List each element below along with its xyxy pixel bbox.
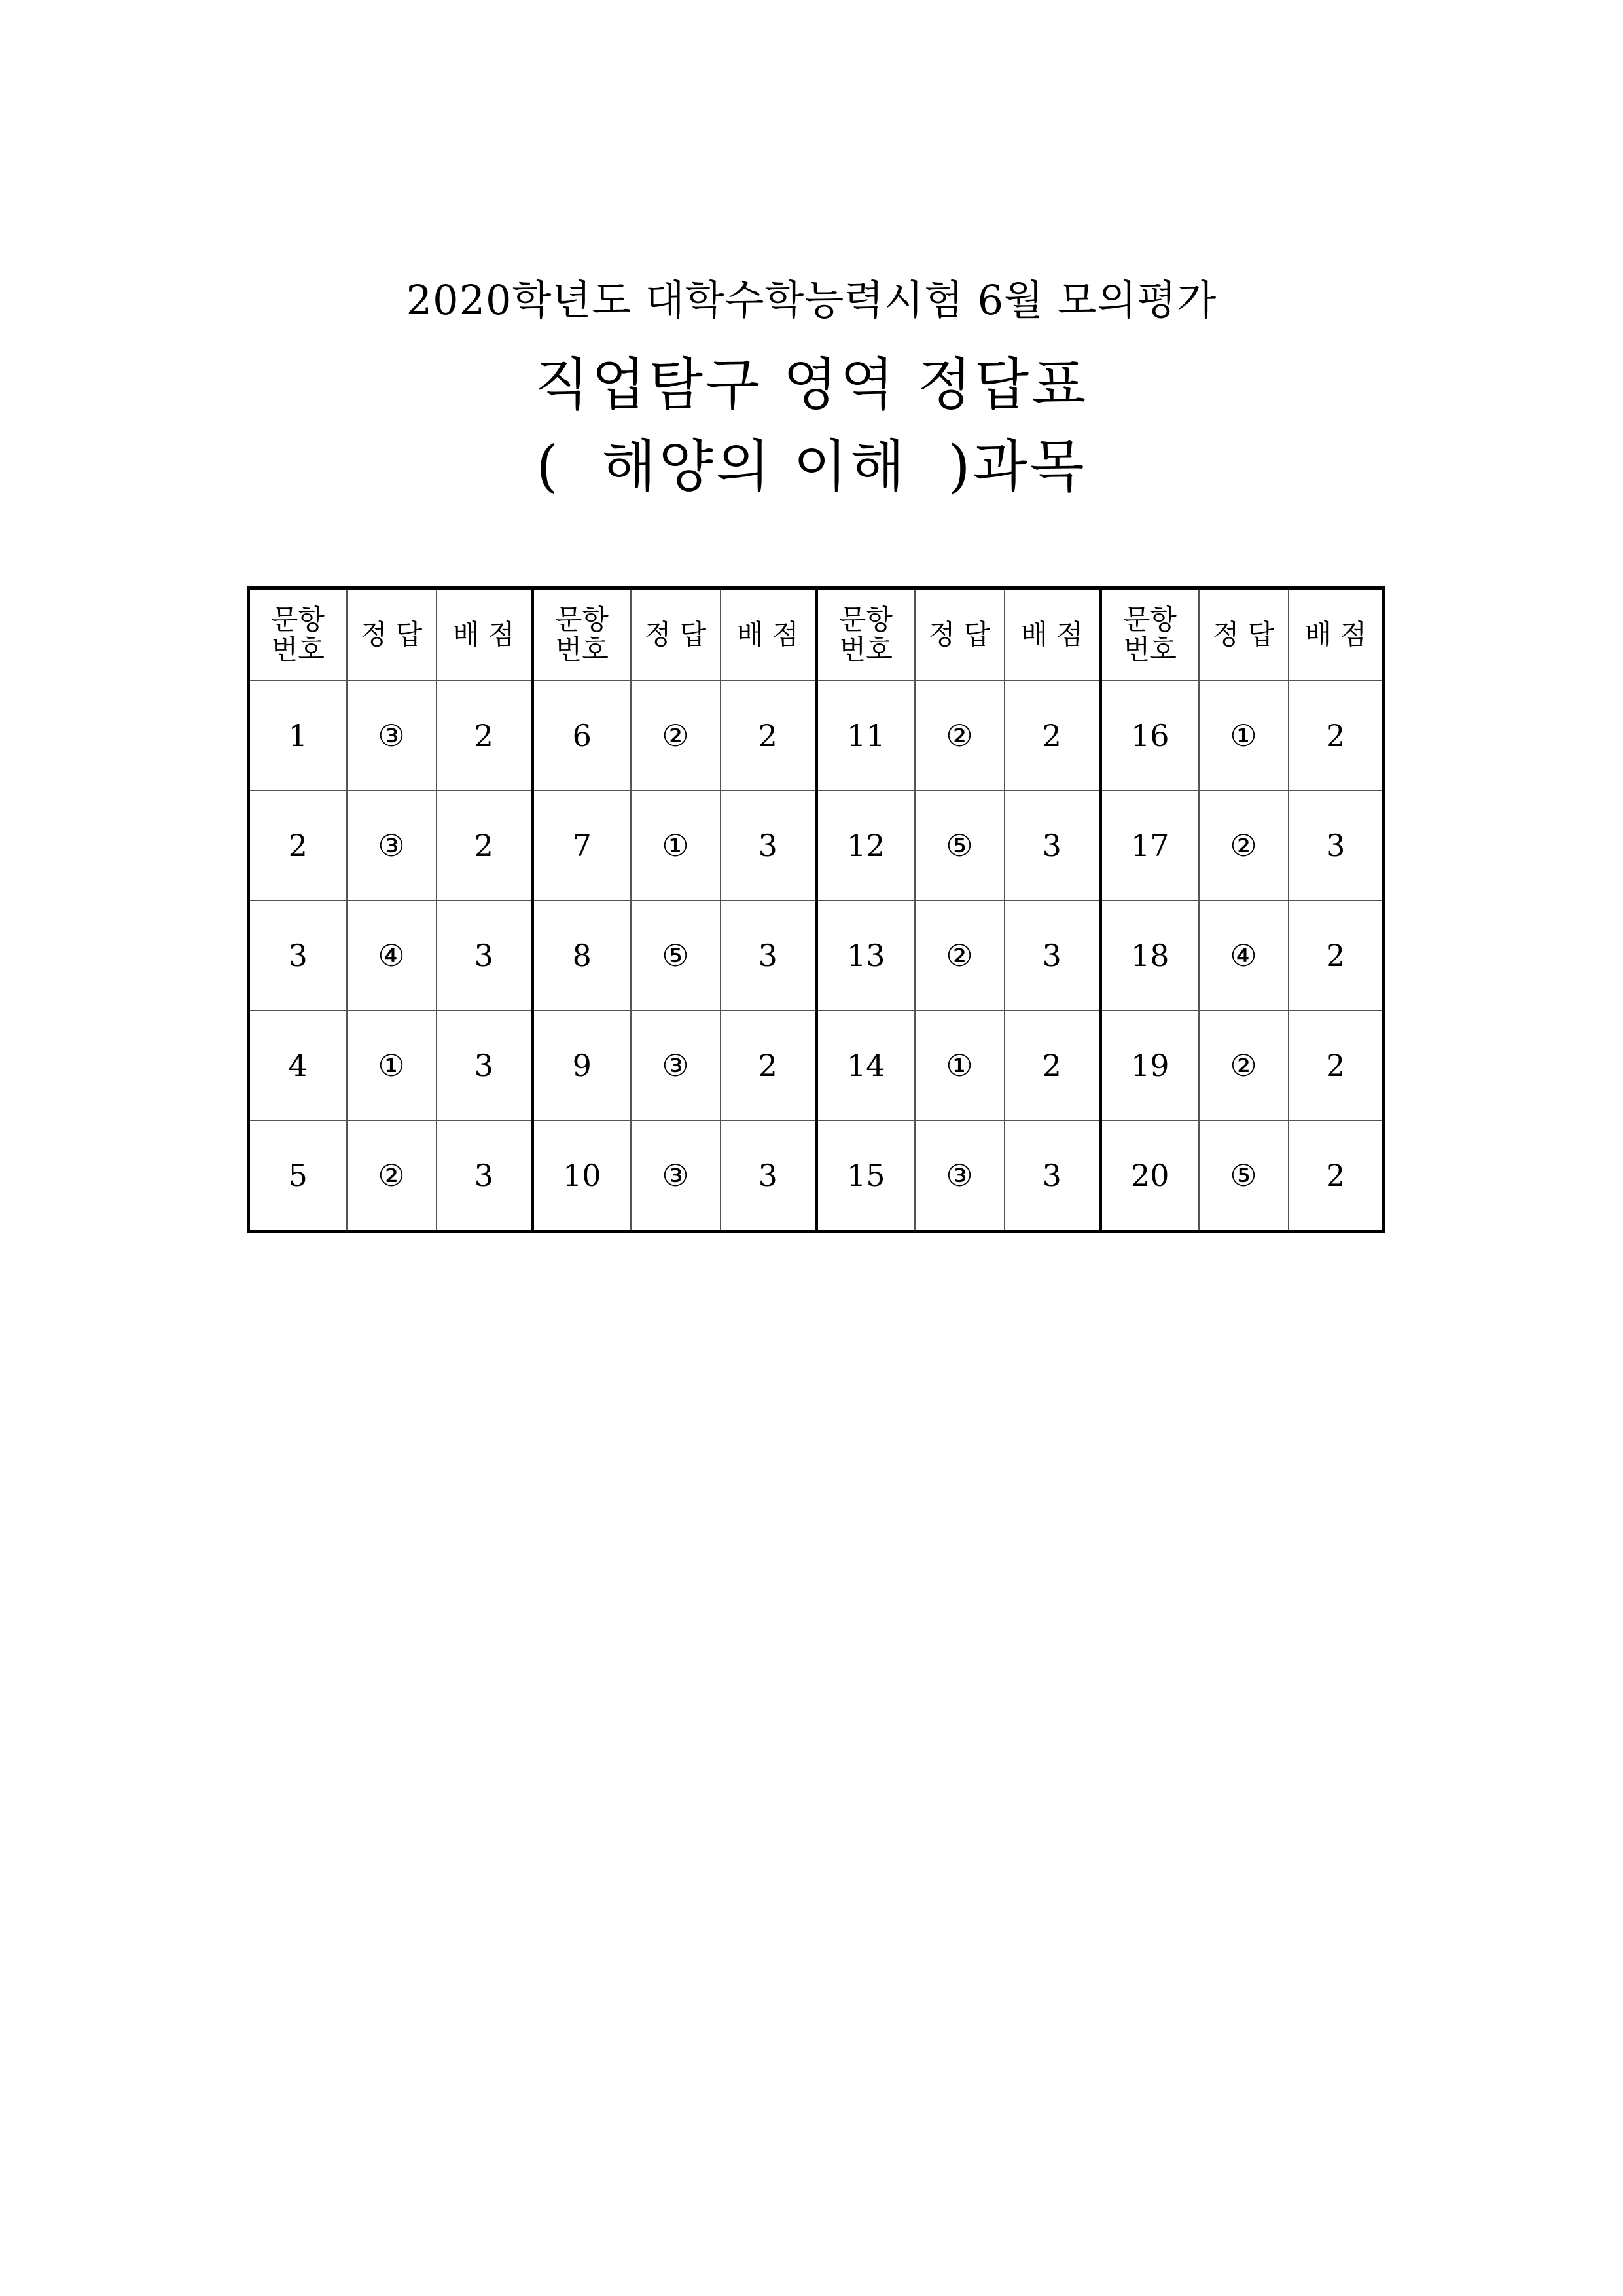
header-question-number: 문항 번호 [249,588,347,681]
answer-key-table [247,586,1385,1233]
answer-cell: ① [915,1011,1005,1121]
question-number: 1 [249,681,347,791]
score-cell: 3 [1005,1121,1101,1232]
question-number: 3 [249,901,347,1011]
question-number: 11 [817,681,915,791]
question-number: 8 [533,901,631,1011]
question-number: 15 [817,1121,915,1232]
answer-cell: ④ [1199,901,1289,1011]
score-cell: 2 [1005,681,1101,791]
table-row [249,791,1384,901]
question-number: 2 [249,791,347,901]
score-cell: 3 [1005,901,1101,1011]
answer-cell: ⑤ [915,791,1005,901]
header-score: 배 점 [721,588,817,681]
question-number: 12 [817,791,915,901]
score-cell: 3 [437,1121,533,1232]
question-number: 4 [249,1011,347,1121]
score-cell: 3 [437,1011,533,1121]
question-number: 13 [817,901,915,1011]
answer-cell: ③ [915,1121,1005,1232]
table-row [249,901,1384,1011]
score-cell: 2 [437,791,533,901]
header-score: 배 점 [1289,588,1384,681]
question-number: 17 [1101,791,1199,901]
header-question-number: 문항 번호 [817,588,915,681]
answer-cell: ③ [347,791,437,901]
subject-title: ( 해양의 이해 )과목 [536,434,1087,499]
header-question-number: 문항 번호 [1101,588,1199,681]
table-header-row [249,588,1384,681]
header-answer: 정 답 [631,588,721,681]
score-cell: 2 [1289,681,1384,791]
answer-key-title: 직업탐구 영역 정답표 [534,352,1089,418]
header-answer: 정 답 [1199,588,1289,681]
answer-cell: ⑤ [631,901,721,1011]
score-cell: 2 [437,681,533,791]
answer-cell: ① [1199,681,1289,791]
score-cell: 2 [721,681,817,791]
question-number: 18 [1101,901,1199,1011]
score-cell: 3 [437,901,533,1011]
question-number: 16 [1101,681,1199,791]
score-cell: 2 [721,1011,817,1121]
answer-cell: ③ [347,681,437,791]
answer-cell: ④ [347,901,437,1011]
score-cell: 2 [1289,1121,1384,1232]
score-cell: 3 [721,1121,817,1232]
score-cell: 2 [1005,1011,1101,1121]
header-answer: 정 답 [347,588,437,681]
score-cell: 2 [1289,901,1384,1011]
header-score: 배 점 [437,588,533,681]
answer-cell: ② [1199,1011,1289,1121]
answer-cell: ② [1199,791,1289,901]
answer-cell: ② [915,901,1005,1011]
table-row [249,1121,1384,1232]
answer-cell: ② [347,1121,437,1232]
table-row [249,1011,1384,1121]
score-cell: 3 [1289,791,1384,901]
score-cell: 3 [721,791,817,901]
answer-cell: ③ [631,1011,721,1121]
header-question-number: 문항 번호 [533,588,631,681]
answer-cell: ① [631,791,721,901]
answer-cell: ⑤ [1199,1121,1289,1232]
answer-cell: ② [631,681,721,791]
question-number: 14 [817,1011,915,1121]
score-cell: 3 [721,901,817,1011]
question-number: 6 [533,681,631,791]
answer-cell: ③ [631,1121,721,1232]
question-number: 5 [249,1121,347,1232]
question-number: 19 [1101,1011,1199,1121]
question-number: 7 [533,791,631,901]
answer-cell: ① [347,1011,437,1121]
question-number: 9 [533,1011,631,1121]
table-row [249,681,1384,791]
header-score: 배 점 [1005,588,1101,681]
exam-title: 2020학년도 대학수학능력시험 6월 모의평가 [406,276,1217,324]
question-number: 20 [1101,1121,1199,1232]
score-cell: 3 [1005,791,1101,901]
header-answer: 정 답 [915,588,1005,681]
answer-cell: ② [915,681,1005,791]
question-number: 10 [533,1121,631,1232]
score-cell: 2 [1289,1011,1384,1121]
